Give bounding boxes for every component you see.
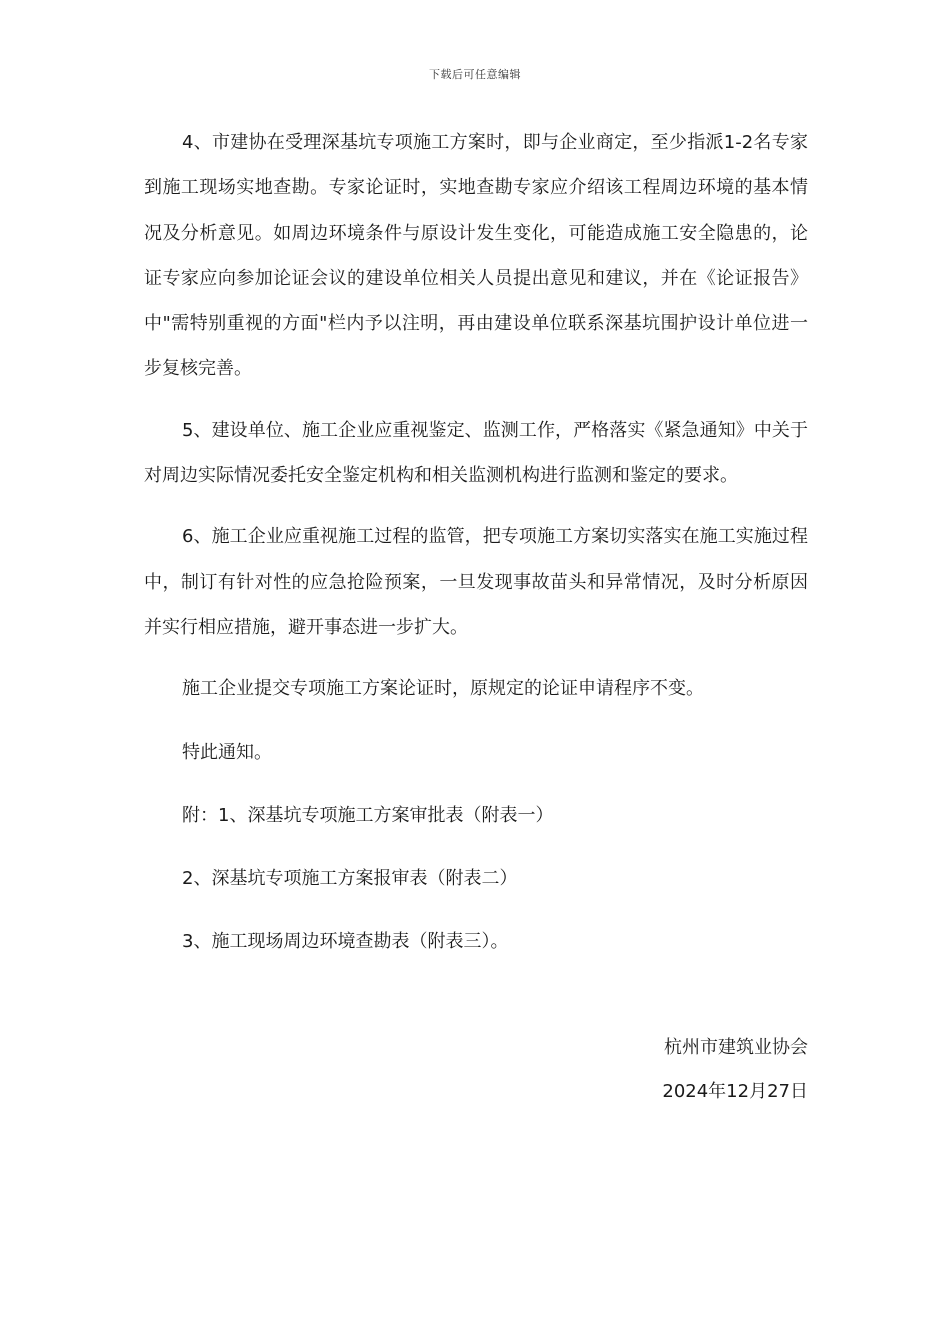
attachment-item-3: 3、施工现场周边环境查勘表（附表三）。 bbox=[182, 931, 509, 953]
notice-closing: 特此通知。 bbox=[182, 741, 272, 763]
signature-date: 2024年12月27日 bbox=[662, 1081, 808, 1102]
document-body bbox=[144, 120, 808, 965]
paragraph-item-5: 5、建设单位、施工企业应重视鉴定、监测工作，严格落实《紧急通知》中关于对周边实际情况委托安全鉴定机构和相关监测机构进行监测和鉴定的要求。 bbox=[144, 419, 808, 487]
paragraph-item-4: 4、市建协在受理深基坑专项施工方案时，即与企业商定，至少指派1-2名专家到施工现场实地查勘。专家论证时，实地查勘专家应介绍该工程周边环境的基本情况及分析意见。如周边环境条件与原设计发生变化，可能造成施工安全隐患的，论证专家应向参加论证会议的建设单位相关人员提出意见和建议，并在《论证报告》中"需特别重视的方面"栏内予以注明，再由建设单位联系深基坑围护设计单位进一步复核完善。 bbox=[144, 132, 808, 380]
attachment-item-1: 附：1、深基坑专项施工方案审批表（附表一） bbox=[182, 804, 554, 826]
paragraph-item-6: 6、施工企业应重视施工过程的监管，把专项施工方案切实落实在施工实施过程中，制订有针对性的应急抢险预案，一旦发现事故苗头和异常情况，及时分析原因并实行相应措施，避开事态进一步扩大。 bbox=[144, 526, 808, 638]
procedure-note: 施工企业提交专项施工方案论证时，原规定的论证申请程序不变。 bbox=[182, 678, 704, 700]
download-note: 下载后可任意编辑 bbox=[429, 68, 521, 81]
signature-organization: 杭州市建筑业协会 bbox=[664, 1037, 808, 1058]
attachment-item-2: 2、深基坑专项施工方案报审表（附表二） bbox=[182, 868, 518, 890]
